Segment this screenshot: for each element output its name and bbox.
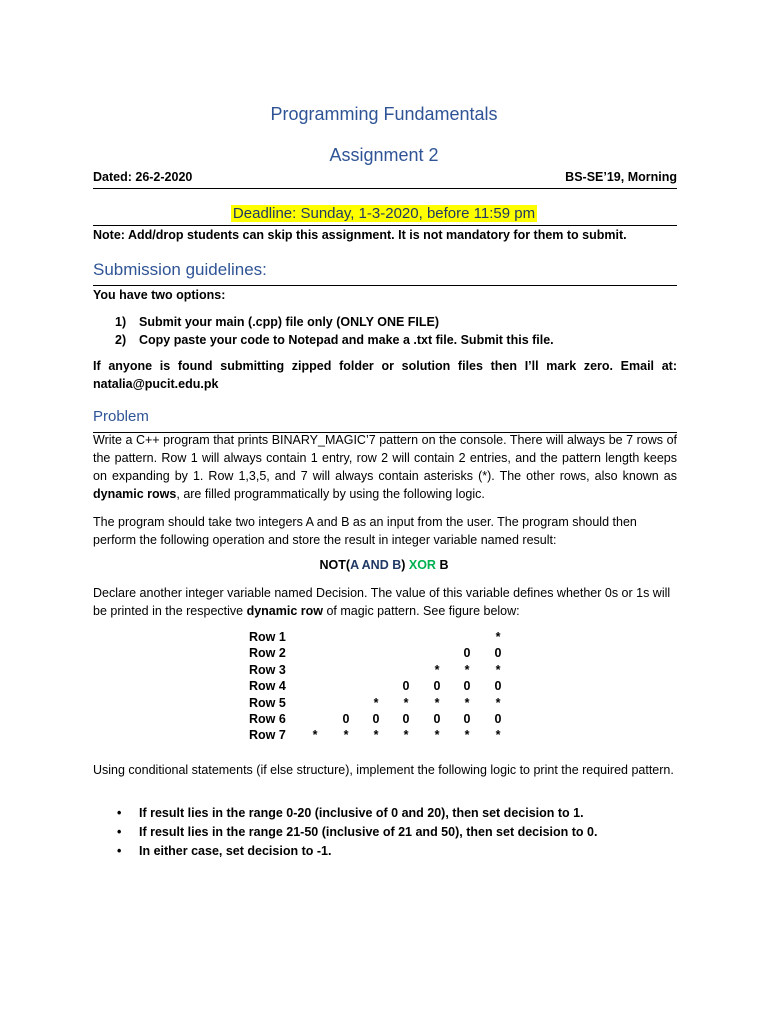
pattern-row-label: Row 5 xyxy=(249,695,286,710)
pattern-row-label: Row 4 xyxy=(249,679,286,694)
pattern-row-label: Row 7 xyxy=(249,728,286,743)
pattern-cell: * xyxy=(343,728,349,743)
pattern-cell: 0 xyxy=(494,679,502,694)
pattern-cell: * xyxy=(495,695,501,710)
option-item: 2) Copy paste your code to Notepad and make a .txt file. Submit this file. xyxy=(115,333,554,347)
pattern-cell: * xyxy=(495,728,501,743)
pattern-row-label: Row 6 xyxy=(249,711,286,726)
pattern-cell: * xyxy=(403,728,409,743)
pattern-cell: 0 xyxy=(494,711,502,726)
formula-line: NOT(A AND B) XOR B xyxy=(319,558,449,572)
deadline-line xyxy=(0,205,768,223)
pattern-cell: * xyxy=(464,662,470,677)
problem-heading: Problem xyxy=(93,408,149,425)
pattern-cell: 0 xyxy=(342,711,350,726)
rules-list xyxy=(93,804,597,861)
pattern-row-label: Row 2 xyxy=(249,646,286,661)
pattern-cell: 0 xyxy=(402,711,410,726)
problem-paragraph-1: Write a C++ program that prints BINARY_MAGIC’7 pattern on the console. There will always be 7 rows of the pattern. Row 1 will always contain 1 entry, row 2 will contain 2 entries, and the pattern length keeps on expanding by 1. Row 1,3,5, and 7 will always contain asterisks (*). The other rows, also known as dynamic rows, are filled programmatically by using the following logic. xyxy=(93,433,677,501)
magic-pattern-figure xyxy=(249,629,519,744)
pattern-row-label: Row 3 xyxy=(249,662,286,677)
pattern-cell: * xyxy=(373,695,379,710)
pattern-cell: 0 xyxy=(433,711,441,726)
option-item: 1) Submit your main (.cpp) file only (ONLY ONE FILE) xyxy=(115,315,440,329)
dated-text: Dated: 26-2-2020 xyxy=(93,170,193,184)
pattern-row xyxy=(249,678,519,694)
pattern-cell: 0 xyxy=(494,646,502,661)
options-intro: You have two options: xyxy=(93,288,226,302)
pattern-cell: * xyxy=(434,695,440,710)
pattern-row xyxy=(249,629,519,645)
meta-line xyxy=(93,170,677,184)
section-text: BS-SE’19, Morning xyxy=(565,170,677,184)
pattern-row xyxy=(249,695,519,711)
pattern-cell: 0 xyxy=(402,679,410,694)
pattern-cell: * xyxy=(434,728,440,743)
rule-item: • If result lies in the range 21-50 (inclusive of 21 and 50), then set decision to 0. xyxy=(117,825,598,839)
pattern-cell: * xyxy=(495,662,501,677)
assignment-title: Assignment 2 xyxy=(329,145,439,165)
pattern-cell: 0 xyxy=(372,711,380,726)
pattern-cell: 0 xyxy=(463,646,471,661)
problem-paragraph-3: Declare another integer variable named Decision. The value of this variable defines whether 0s or 1s will be printed in the respective dynamic row of magic pattern. See figure below: xyxy=(93,586,671,618)
pattern-row xyxy=(249,711,519,727)
pattern-cell: * xyxy=(464,728,470,743)
deadline-divider xyxy=(93,225,677,226)
pattern-cell: 0 xyxy=(463,711,471,726)
pattern-row-label: Row 1 xyxy=(249,630,286,644)
pattern-cell: * xyxy=(434,662,440,677)
pattern-row xyxy=(249,727,519,743)
pattern-cell: * xyxy=(464,695,470,710)
warning-text: If anyone is found submitting zipped folder or solution files then I’ll mark zero. Email at: natalia@pucit.edu.pk xyxy=(93,359,677,391)
pattern-row xyxy=(249,645,519,661)
course-title: Programming Fundamentals xyxy=(270,104,498,124)
pattern-cell: * xyxy=(403,695,409,710)
pattern-cell: * xyxy=(312,728,318,743)
problem-paragraph-2: The program should take two integers A and B as an input from the user. The program should then perform the following operation and store the result in integer variable named result: xyxy=(93,515,637,547)
pattern-cell: 0 xyxy=(433,679,441,694)
problem-paragraph-4: Using conditional statements (if else structure), implement the following logic to print the required pattern. xyxy=(93,763,674,777)
pattern-cell: 0 xyxy=(463,679,471,694)
options-list xyxy=(93,313,554,349)
meta-divider xyxy=(93,188,677,189)
pattern-row xyxy=(249,662,519,678)
deadline-highlight: Deadline: Sunday, 1-3-2020, before 11:59 pm xyxy=(232,205,536,222)
pattern-cell: * xyxy=(495,630,501,644)
pattern-cell: * xyxy=(373,728,379,743)
rule-item: • In either case, set decision to -1. xyxy=(117,844,332,858)
note-text: Note: Add/drop students can skip this assignment. It is not mandatory for them to submit. xyxy=(93,228,627,242)
submission-heading: Submission guidelines: xyxy=(93,260,267,279)
rule-item: • If result lies in the range 0-20 (inclusive of 0 and 20), then set decision to 1. xyxy=(117,806,584,820)
